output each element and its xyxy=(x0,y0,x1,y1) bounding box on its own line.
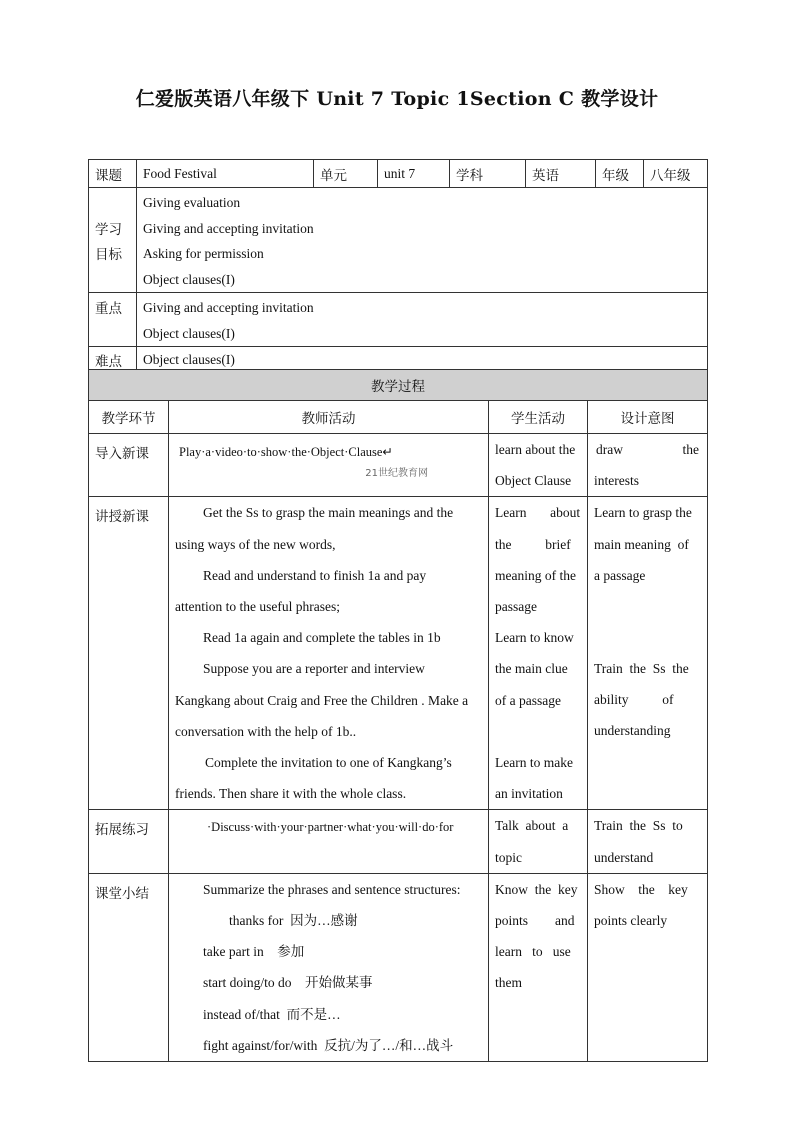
key-point-item: Giving and accepting invitation xyxy=(143,300,314,315)
teacher-line: Complete the invitation to one of Kangkang’s xyxy=(205,755,452,771)
key-point-item: Object clauses(I) xyxy=(143,325,235,341)
intent-word: the xyxy=(682,442,699,457)
teaching-process-table xyxy=(88,369,708,1062)
teacher-cell xyxy=(169,434,489,497)
stage-cell: 导入新课 xyxy=(89,434,169,497)
student-line xyxy=(495,716,587,747)
student-line: the main clue xyxy=(495,661,568,677)
table-row xyxy=(89,434,708,497)
teacher-line: take part in 参加 xyxy=(203,944,305,960)
intent-cell xyxy=(588,873,708,1061)
goal-item: Giving evaluation xyxy=(143,195,241,210)
unit-value: unit 7 xyxy=(378,160,450,188)
teacher-cell xyxy=(169,497,489,810)
stage-cell: 课堂小结 xyxy=(89,873,169,1061)
intent-line: a passage xyxy=(594,567,646,583)
subject-value: 英语 xyxy=(526,160,596,188)
student-line: Object Clause xyxy=(495,473,572,489)
intent-line: interests xyxy=(594,473,639,489)
teacher-line: fight against/for/with 反抗/为了…/和…战斗 xyxy=(203,1037,454,1053)
goals-label xyxy=(89,188,137,293)
unit-label: 单元 xyxy=(314,160,378,188)
student-cell xyxy=(489,873,588,1061)
goal-item: Asking for permission xyxy=(143,246,264,261)
page-title: 仁爱版英语八年级下 Unit 7 Topic 1Section C 教学设计 xyxy=(135,88,659,110)
table-row xyxy=(89,810,708,873)
student-line: Learn to make xyxy=(495,754,573,770)
difficult-points-label: 难点 xyxy=(89,347,137,373)
teacher-line: Kangkang about Craig and Free the Children . Make a xyxy=(175,692,469,708)
student-cell xyxy=(489,810,588,873)
intent-line: Train the Ss the xyxy=(594,661,689,677)
teacher-line: start doing/to do 开始做某事 xyxy=(203,975,373,991)
key-points-list xyxy=(137,293,708,347)
teacher-line: instead of/that 而不是… xyxy=(203,1006,341,1022)
student-line: the brief xyxy=(495,536,571,552)
teacher-line: Get the Ss to grasp the main meanings and the xyxy=(203,505,454,521)
stage-cell: 拓展练习 xyxy=(89,810,169,873)
teacher-line: thanks for 因为…感谢 xyxy=(229,913,358,929)
teacher-line: conversation with the help of 1b.. xyxy=(175,723,357,739)
student-line: Learn to know xyxy=(495,630,574,646)
teacher-line: Play·a·video·to·show·the·Object·Clause↵ xyxy=(179,445,393,459)
student-line: Talk about a xyxy=(495,818,569,834)
intent-line xyxy=(594,591,707,622)
stage-cell: 讲授新课 xyxy=(89,497,169,810)
intent-line: points clearly xyxy=(594,913,668,929)
teacher-line: using ways of the new words, xyxy=(175,536,336,552)
student-line: them xyxy=(495,975,522,991)
intent-cell xyxy=(588,497,708,810)
student-cell xyxy=(489,434,588,497)
student-line: learn to use xyxy=(495,944,571,960)
student-line: points and xyxy=(495,913,575,929)
table-row xyxy=(89,873,708,1061)
difficult-point-item: Object clauses(I) xyxy=(143,351,235,367)
subject-label: 学科 xyxy=(450,160,526,188)
column-header-teacher: 教师活动 xyxy=(169,401,489,434)
teacher-line: Suppose you are a reporter and interview xyxy=(203,661,425,677)
intent-line xyxy=(596,434,707,465)
intent-line: understand xyxy=(594,849,654,865)
topic-value: Food Festival xyxy=(137,160,314,188)
goal-item: Giving and accepting invitation xyxy=(143,220,314,236)
student-cell xyxy=(489,497,588,810)
student-line: meaning of the xyxy=(495,567,576,583)
grade-value: 八年级 xyxy=(644,160,708,188)
student-line: an invitation xyxy=(495,786,563,802)
column-header-student: 学生活动 xyxy=(489,401,588,434)
key-points-label: 重点 xyxy=(89,293,137,347)
teacher-line: Read 1a again and complete the tables in 1b xyxy=(203,630,441,646)
teacher-cell xyxy=(169,810,489,873)
intent-line: understanding xyxy=(594,723,671,739)
student-line: passage xyxy=(495,599,537,615)
teacher-line: attention to the useful phrases; xyxy=(175,599,340,615)
student-line: topic xyxy=(495,849,522,865)
teacher-line: Summarize the phrases and sentence structures: xyxy=(203,881,461,897)
student-line: Learn about xyxy=(495,505,581,521)
student-line: learn about the xyxy=(495,442,576,457)
intent-line: main meaning of xyxy=(594,536,689,552)
intent-line xyxy=(594,622,707,653)
grade-label: 年级 xyxy=(596,160,644,188)
teacher-cell xyxy=(169,873,489,1061)
teacher-line: Read and understand to finish 1a and pay xyxy=(203,567,427,583)
intent-cell xyxy=(588,810,708,873)
table-row xyxy=(89,497,708,810)
intent-line: Learn to grasp the xyxy=(594,505,692,521)
topic-label: 课题 xyxy=(89,160,137,188)
goal-item: Object clauses(I) xyxy=(143,271,235,287)
intent-word: draw xyxy=(596,442,623,457)
teacher-line: friends. Then share it with the whole class. xyxy=(175,786,407,802)
lesson-info-table xyxy=(88,159,708,373)
watermark-text: 21世纪教育网 xyxy=(365,468,428,479)
goals-label-line-1: 学习 xyxy=(95,222,122,238)
process-header: 教学过程 xyxy=(89,370,708,401)
column-header-stage: 教学环节 xyxy=(89,401,169,434)
teacher-line: ·Discuss·with·your·partner·what·you·will·do·for xyxy=(207,820,454,835)
student-line: of a passage xyxy=(495,692,561,708)
goals-label-line-2: 目标 xyxy=(95,247,122,263)
column-header-intent: 设计意图 xyxy=(588,401,708,434)
goals-list xyxy=(137,188,708,293)
intent-line: ability of xyxy=(594,692,674,708)
student-line: Know the key xyxy=(495,881,578,897)
intent-cell xyxy=(588,434,708,497)
intent-line: Train the Ss to xyxy=(594,818,683,834)
intent-line: Show the key xyxy=(594,881,688,897)
